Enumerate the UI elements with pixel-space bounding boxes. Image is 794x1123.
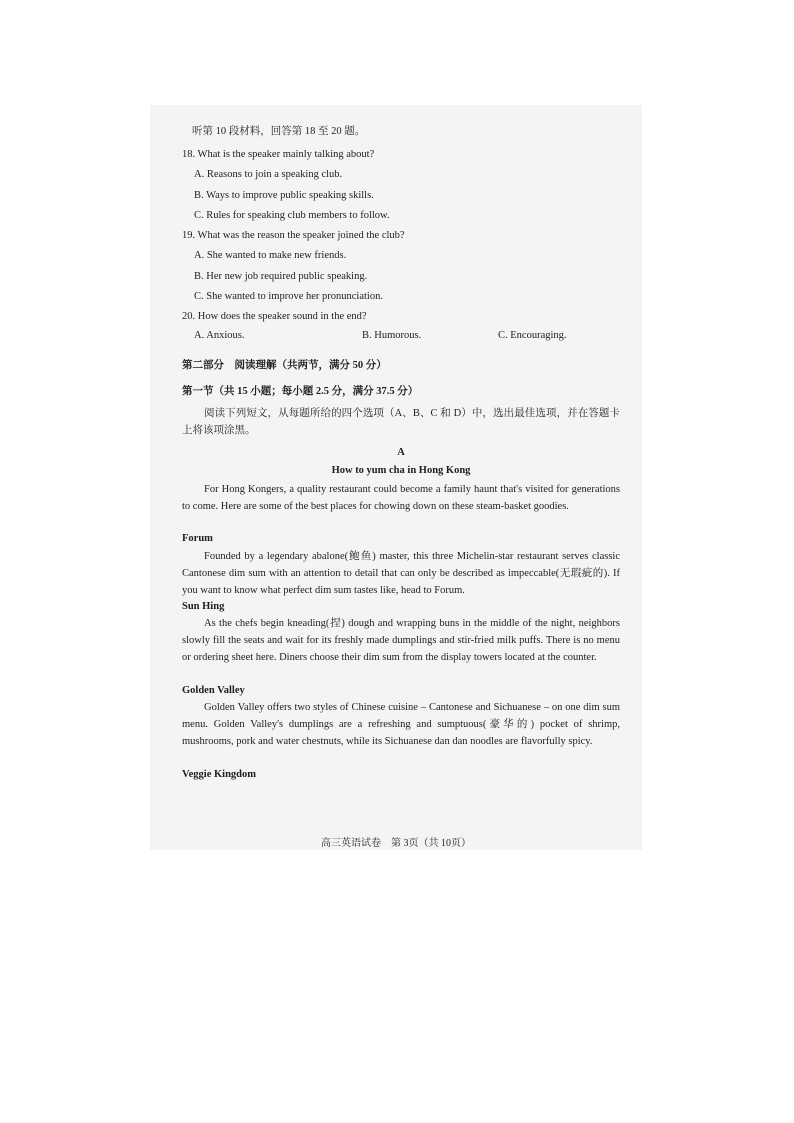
section-text-golden-valley: Golden Valley offers two styles of Chinese cuisine – Cantonese and Sichuanese – on one dim sum menu. Golden Valley's dumplings are a refreshing and sumptuous(豪华的) pocket of shrimp, mushrooms, pork and water chestnuts, while its Sichuanese dan dan noodles are flavorfully spicy. <box>182 702 620 747</box>
question-19-option-c: C. She wanted to improve her pronunciation. <box>194 291 383 302</box>
question-20-option-c: C. Encouraging. <box>498 330 567 341</box>
question-19-option-b: B. Her new job required public speaking. <box>194 271 368 282</box>
question-18-option-a: A. Reasons to join a speaking club. <box>194 169 343 180</box>
question-20-option-a: A. Anxious. <box>194 330 245 341</box>
page-footer: 高三英语试卷 第 3页（共 10页） <box>321 838 471 849</box>
question-18-option-b: B. Ways to improve public speaking skills. <box>194 190 374 201</box>
listening-intro: 听第 10 段材料，回答第 18 至 20 题。 <box>192 126 366 137</box>
section-name-forum: Forum <box>182 533 213 544</box>
part2-heading: 第二部分 阅读理解（共两节，满分 50 分） <box>182 360 387 371</box>
question-18-stem: 18. What is the speaker mainly talking about? <box>182 149 375 160</box>
section-text-forum: Founded by a legendary abalone(鲍鱼) master, this three Michelin-star restaurant serves classic Cantonese dim sum with an attention to detail that can only be described as impeccable(无瑕疵的). If you want to know what perfect dim sum tastes like, head to Forum. <box>182 551 620 596</box>
section-name-veggie-kingdom: Veggie Kingdom <box>182 769 256 780</box>
question-18-option-c: C. Rules for speaking club members to follow. <box>194 210 390 221</box>
passage-title: How to yum cha in Hong Kong <box>331 465 471 476</box>
section-name-sun-hing: Sun Hing <box>182 601 225 612</box>
question-20-stem: 20. How does the speaker sound in the end? <box>182 311 367 322</box>
question-20-option-b: B. Humorous. <box>362 330 422 341</box>
question-19-stem: 19. What was the reason the speaker joined the club? <box>182 230 405 241</box>
passage-intro: For Hong Kongers, a quality restaurant could become a family haunt that's visited for generations to come. Here are some of the best places for chowing down on these steam-basket goodies. <box>182 484 620 512</box>
section1-heading: 第一节（共 15 小题；每小题 2.5 分，满分 37.5 分） <box>182 386 419 397</box>
section-name-golden-valley: Golden Valley <box>182 685 245 696</box>
reading-instruction: 阅读下列短文，从每题所给的四个选项（A、B、C 和 D）中，选出最佳选项，并在答题卡上将该项涂黑。 <box>182 408 620 436</box>
section-text-sun-hing: As the chefs begin kneading(捏) dough and wrapping buns in the middle of the night, neighbors slowly fill the seats and wait for its freshly made dumplings and stir-fried milk puffs. There is no menu or ordering sheet here. Diners choose their dim sum from the display towers located at the counter. <box>182 618 620 663</box>
question-19-option-a: A. She wanted to make new friends. <box>194 250 347 261</box>
passage-letter: A <box>397 447 405 458</box>
